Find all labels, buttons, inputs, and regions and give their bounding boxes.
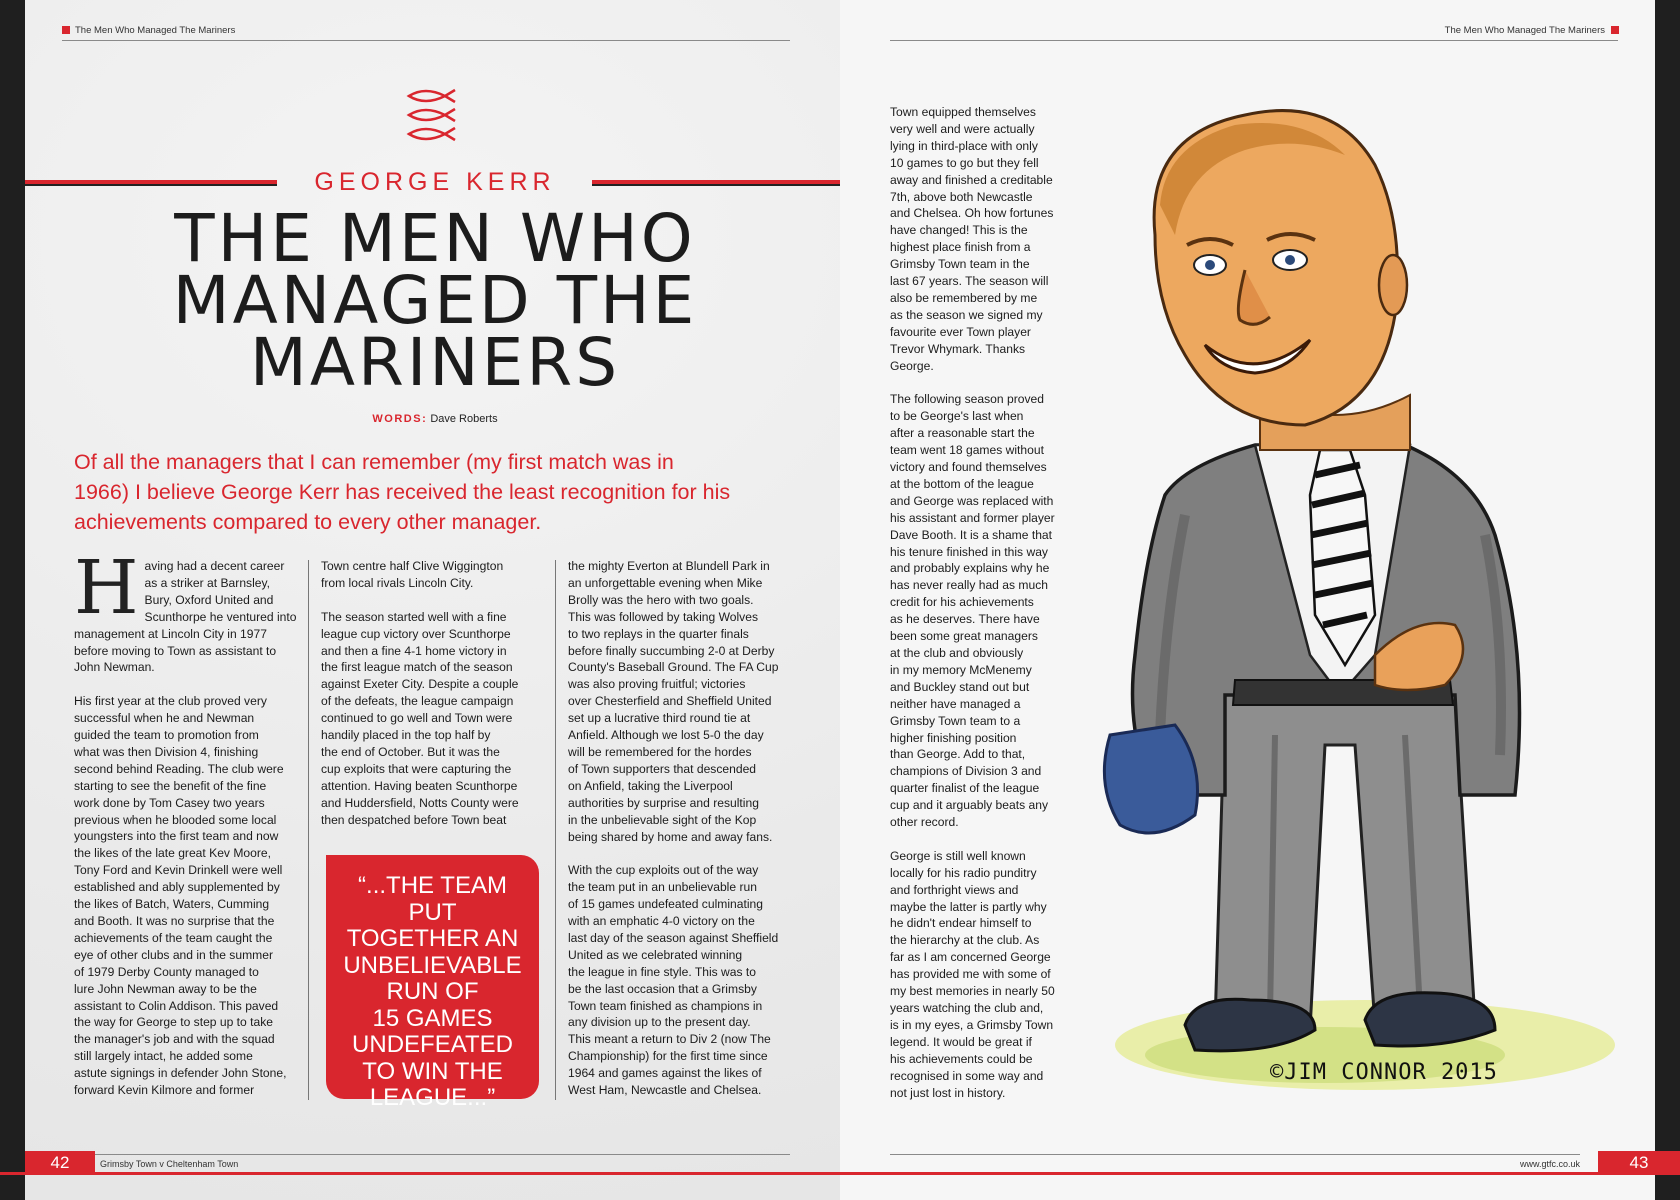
text-line: George. [890,358,934,373]
text-line: over Chesterfield and Sheffield United [568,694,772,709]
text-line: the team put in an unbelievable run [568,880,757,895]
text-line: Bury, Oxford United and [144,592,274,607]
pull-quote [326,855,539,1111]
text-line: and Booth. It was no surprise that the [74,914,275,929]
text-line: Trevor Whymark. Thanks [890,341,1026,356]
text-line: UNDEFEATED [352,1031,513,1058]
article-kicker: GEORGE KERR [314,168,556,196]
text-line: in my memory McMenemy [890,662,1032,677]
text-line: and Chelsea. Oh how fortunes [890,206,1054,221]
text-line: was also proving fruitful; victories [568,677,746,692]
text-line: the mighty Everton at Blundell Park in [568,559,770,573]
text-line: at the club and obviously [890,645,1024,660]
text-line: County's Baseball Ground. The FA Cup [568,660,779,675]
text-line: TO WIN THE [362,1057,503,1085]
text-line: “...THE TEAM PUT [358,872,507,926]
text-line: highest place finish from a [890,240,1031,255]
text-line: The season started well with a fine [321,609,507,624]
text-line: have changed! This is the [890,223,1028,238]
running-title-left: The Men Who Managed The Mariners [75,25,236,36]
text-line: UNBELIEVABLE [343,951,522,979]
text-line: very well and were actually [890,121,1035,136]
col3-para-1 [568,558,794,845]
text-line: and Buckley stand out but [890,679,1030,694]
footer-rule-left [95,1154,790,1155]
text-line: With the cup exploits out of the way [568,863,759,878]
text-line: John Newman. [74,660,155,675]
text-line: from local rivals Lincoln City. [321,575,474,590]
text-line: Scunthorpe he ventured into [144,609,297,624]
text-line: His first year at the club proved very [74,694,267,709]
col1-para-2 [74,693,300,1099]
text-line: The following season proved [890,392,1044,407]
text-line: forward Kevin Kilmore and former [74,1083,255,1098]
col4-para-2 [890,391,1080,831]
text-line: lying in third-place with only [890,138,1038,153]
text-line: 1964 and games against the likes of [568,1066,762,1081]
text-line: what was then Division 4, finishing [74,744,259,759]
col3-para-2 [568,862,794,1099]
text-line: established and ably supplemented by [74,880,280,895]
text-line: of the defeats, the league campaign [321,694,514,709]
byline-author: Dave Roberts [430,413,498,425]
text-line: as a striker at Barnsley, [144,575,271,590]
text-line: West Ham, Newcastle and Chelsea. [568,1083,762,1098]
text-line: other record. [890,815,959,830]
text-line: not just lost in history. [890,1085,1006,1100]
text-line: than George. Add to that, [890,747,1026,762]
text-line: This meant a return to Div 2 (now The [568,1032,771,1047]
text-column-2 [321,558,547,845]
title-line: THE MEN WHO [174,200,696,277]
text-line: years watching the club and, [890,1001,1044,1015]
text-line: as the season we signed my [890,307,1043,322]
text-line: before finally succumbing 2-0 at Derby [568,643,775,658]
text-line: his achievements could be [890,1051,1033,1066]
text-line: assistant to Colin Addison. This paved [74,998,279,1013]
text-line: is in my eyes, a Grimsby Town [890,1017,1054,1032]
page-number-left: 42 [25,1151,95,1175]
column-divider [555,560,556,1100]
text-line: then despatched before Town beat [321,812,507,827]
text-line: TOGETHER AN [346,925,519,952]
text-line: has never really had as much [890,578,1048,593]
text-line: away and finished a creditable [890,172,1053,187]
text-line: neither have managed a [890,696,1021,711]
text-line: Dave Booth. It is a shame that [890,527,1053,542]
text-line: Championship) for the first time since [568,1049,768,1064]
text-line: and probably explains why he [890,561,1050,576]
text-line: management at Lincoln City in 1977 [74,626,267,641]
text-line: United as we celebrated winning [568,947,743,962]
text-line: Grimsby Town team to a [890,713,1021,728]
text-line: Grimsby Town team in the [890,257,1030,272]
text-line: of Town supporters that descended [568,761,757,776]
text-line: cup exploits that were capturing the [321,761,512,776]
text-line: set up a lucrative third round tie at [568,711,751,726]
page-number-right: 43 [1598,1151,1680,1175]
intro-line: 1966) I believe George Kerr has received the least recognition for his [74,480,731,504]
text-line: far as I am concerned George [890,950,1051,965]
text-column-4 [890,104,1080,1118]
col4-para-1 [890,104,1080,375]
kicker-rule-right [592,180,840,186]
text-line: higher finishing position [890,730,1017,745]
text-line: successful when he and Newman [74,711,255,726]
header-marker-right [1611,26,1619,34]
text-line: legend. It would be great if [890,1034,1032,1049]
column-divider [308,560,309,1100]
text-line: and Huddersfield, Notts County were [321,795,519,810]
text-line: Anfield. Although we lost 5-0 the day [568,728,764,743]
text-line: credit for his achievements [890,595,1034,610]
text-line: will be remembered for the hordes [568,744,752,759]
title-line: MANAGED THE [172,262,698,339]
text-line: after a reasonable start the [890,426,1035,441]
col1-para-1 [74,626,300,677]
text-line: Town equipped themselves [890,105,1036,119]
text-line: aving had a decent career [144,559,285,573]
text-line: George is still well known [890,848,1026,863]
text-line: authorities by surprise and resulting [568,795,759,810]
text-line: still largely intact, he added some [74,1049,253,1064]
intro-line: achievements compared to every other manager. [74,510,542,534]
text-line: last day of the season against Sheffield [568,930,779,945]
col4-para-3 [890,848,1080,1102]
text-line: the likes of the late great Kev Moore, [74,846,271,861]
footer-rule-right [890,1154,1580,1155]
text-line: maybe the latter is partly why [890,899,1047,914]
text-column-1 [74,545,300,1116]
text-line: as he deserves. There have [890,612,1040,627]
text-line: in the unbelievable sight of the Kop [568,812,757,827]
text-line: Town centre half Clive Wiggington [321,559,504,573]
byline-label: WORDS: [372,413,428,425]
header-marker-left [62,26,70,34]
text-line: team went 18 games without [890,443,1044,458]
text-line: on Anfield, taking the Liverpool [568,778,733,793]
text-line: LEAGUE...” [369,1084,496,1111]
text-line: against Exeter City. Despite a couple [321,677,519,692]
text-line: eye of other clubs and in the summer [74,947,273,962]
col2-para-2 [321,609,547,829]
col2-para-1 [321,558,547,592]
text-line: being shared by home and away fans. [568,829,773,844]
text-line: the manager's job and with the squad [74,1032,275,1047]
text-line: work done by Tom Casey two years [74,795,265,810]
title-line: MARINERS [249,324,621,401]
text-line: attention. Having beaten Scunthorpe [321,778,518,793]
artist-signature: ©JIM CONNOR 2015 [1270,1060,1498,1085]
text-line: and then a fine 4-1 home victory in [321,643,507,658]
text-line: any division up to the present day. [568,1015,751,1030]
text-line: his assistant and former player [890,510,1055,525]
george-kerr-caricature [1075,95,1615,1105]
text-line: 10 games to go but they fell [890,155,1039,170]
text-line: the likes of Batch, Waters, Cumming [74,897,270,912]
text-line: starting to see the benefit of the fine [74,778,267,793]
text-line: lure John Newman away to be the [74,981,257,996]
intro-line: Of all the managers that I can remember (my first match was in [74,450,674,474]
text-line: the league in fine style. This was to [568,964,757,979]
text-line: guided the team to promotion from [74,728,259,743]
text-line: quarter finalist of the league [890,781,1040,796]
text-line: astute signings in defender John Stone, [74,1066,287,1081]
article-title [70,200,800,401]
text-line: at the bottom of the league [890,476,1034,491]
text-line: achievements of the team caught the [74,930,273,945]
text-line: an unforgettable evening when Mike [568,575,763,590]
text-line: been some great managers [890,629,1038,644]
footer-red-bar [0,1172,1680,1175]
intro-paragraph [74,447,794,537]
text-line: also be remembered by me [890,290,1038,305]
text-line: has provided me with some of [890,967,1051,982]
text-line: favourite ever Town player [890,324,1031,339]
footer-match-text: Grimsby Town v Cheltenham Town [100,1159,239,1169]
text-line: be the last occasion that a Grimsby [568,981,757,996]
text-line: of 1979 Derby County managed to [74,964,259,979]
text-line: the end of October. But it was the [321,744,500,759]
text-line: league cup victory over Scunthorpe [321,626,511,641]
text-line: 15 GAMES [372,1004,493,1032]
text-line: This was followed by taking Wolves [568,609,758,624]
text-column-3 [568,558,794,1116]
text-line: second behind Reading. The club were [74,761,284,776]
text-line: last 67 years. The season will [890,274,1049,289]
text-line: before moving to Town as assistant to [74,643,277,658]
mariners-fish-icon [405,88,460,144]
text-line: recognised in some way and [890,1068,1044,1083]
text-line: champions of Division 3 and [890,764,1042,779]
text-line: locally for his radio punditry [890,865,1037,880]
text-line: Tony Ford and Kevin Drinkell were well [74,863,283,878]
text-line: with an emphatic 4-0 victory on the [568,914,755,929]
text-line: previous when he blooded some local [74,812,277,827]
text-line: of 15 games undefeated culminating [568,897,763,912]
text-line: continued to go well and Town were [321,711,513,726]
text-line: the hierarchy at the club. As [890,933,1040,948]
text-line: youngsters into the first team and now [74,829,279,844]
text-line: the way for George to step up to take [74,1015,273,1030]
text-line: handily placed in the top half by [321,728,491,743]
text-line: and George was replaced with [890,493,1054,508]
text-line: his tenure finished in this way [890,544,1048,559]
text-line: the first league match of the season [321,660,513,675]
text-line: my best memories in nearly 50 [890,984,1055,999]
text-line: he didn't endear himself to [890,916,1032,931]
text-line: to two replays in the quarter finals [568,626,749,641]
text-line: 7th, above both Newcastle [890,189,1033,204]
text-line: cup and it arguably beats any [890,798,1048,813]
text-line: RUN OF [386,978,479,1005]
text-line: Town team finished as champions in [568,998,763,1013]
running-title-right: The Men Who Managed The Mariners [1444,25,1605,36]
text-line: Brolly was the hero with two goals. [568,592,754,607]
text-line: and forthright views and [890,882,1019,897]
drop-cap: H [74,545,139,631]
footer-website: www.gtfc.co.uk [1519,1159,1580,1169]
text-line: victory and found themselves [890,460,1047,475]
kicker-rule-left [25,180,277,186]
byline [300,413,570,425]
header-rule-left [62,40,790,41]
header-rule-right [890,40,1618,41]
text-line: to be George's last when [890,409,1024,424]
